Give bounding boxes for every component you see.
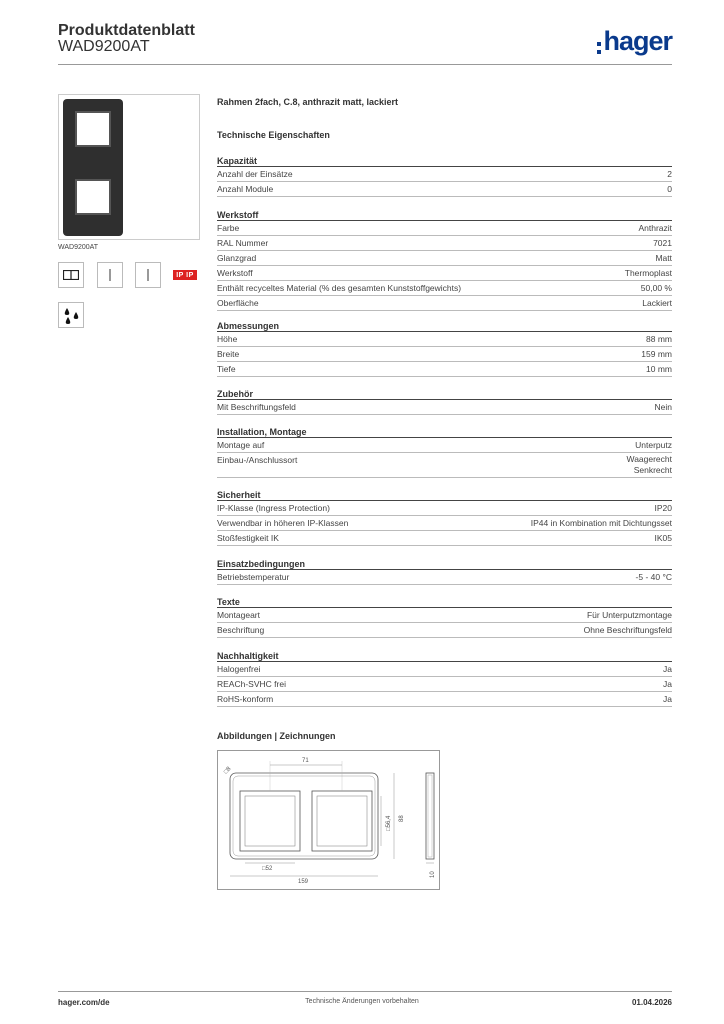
- section-title: Abmessungen: [217, 321, 672, 332]
- table-row: Betriebstemperatur -5 - 40 °C: [217, 570, 672, 585]
- section-title: Texte: [217, 597, 672, 608]
- section-installation: [217, 427, 672, 478]
- section-title: Kapazität: [217, 156, 672, 167]
- product-name: Rahmen 2fach, C.8, anthrazit matt, lackiert: [217, 97, 399, 107]
- section-safety: [217, 490, 672, 546]
- product-image-label: WAD9200AT: [58, 244, 99, 251]
- brand-logo: hager: [597, 26, 672, 57]
- section-title: Zubehör: [217, 389, 672, 400]
- section-title: Einsatzbedingungen: [217, 559, 672, 570]
- table-row: Beschriftung Ohne Beschriftungsfeld: [217, 623, 672, 638]
- section-operating-conditions: [217, 559, 672, 585]
- table-row: Stoßfestigkeit IK IK05: [217, 531, 672, 546]
- table-row: Farbe Anthrazit: [217, 221, 672, 236]
- section-title: Sicherheit: [217, 490, 672, 501]
- table-row: Anzahl Module 0: [217, 182, 672, 197]
- footer-divider: [58, 991, 672, 992]
- table-row: Tiefe 10 mm: [217, 362, 672, 377]
- table-row: Einbau-/Anschlussort Waagerecht Senkrecht: [217, 453, 672, 478]
- section-material: [217, 210, 672, 311]
- table-row: Montage auf Unterputz: [217, 438, 672, 453]
- footer-website-link[interactable]: hager.com/de: [58, 998, 110, 1007]
- article-number: WAD9200AT: [58, 38, 150, 55]
- product-image: [58, 94, 200, 240]
- footer-disclaimer: Technische Änderungen vorbehalten: [305, 998, 419, 1005]
- table-row: Anzahl der Einsätze 2: [217, 167, 672, 182]
- dim-71: 71: [302, 758, 309, 764]
- drawings-title: Abbildungen | Zeichnungen: [217, 731, 336, 741]
- table-row: Enthält recyceltes Material (% des gesamten Kunststoffgewichts) 50,00 %: [217, 281, 672, 296]
- section-title: Werkstoff: [217, 210, 672, 221]
- section-accessories: [217, 389, 672, 415]
- dim-159: 159: [298, 879, 309, 885]
- table-row: IP-Klasse (Ingress Protection) IP20: [217, 501, 672, 516]
- table-row: RAL Nummer 7021: [217, 236, 672, 251]
- horizontal-mount-icon: [135, 262, 161, 288]
- ip-rating-icon: IP IP: [173, 270, 197, 280]
- table-row: Höhe 88 mm: [217, 332, 672, 347]
- section-dimensions: [217, 321, 672, 377]
- table-row: Montageart Für Unterputzmontage: [217, 608, 672, 623]
- table-row: Oberfläche Lackiert: [217, 296, 672, 311]
- section-sustainability: [217, 651, 672, 707]
- table-row: Breite 159 mm: [217, 347, 672, 362]
- water-drops-icon: [58, 302, 84, 328]
- section-capacity: [217, 156, 672, 197]
- table-row: RoHS-konform Ja: [217, 692, 672, 707]
- dim-corner: □8: [223, 766, 233, 776]
- table-row: Verwendbar in höheren IP-Klassen IP44 in Kombination mit Dichtungsset: [217, 516, 672, 531]
- dim-88: 88: [399, 815, 405, 822]
- section-texts: [217, 597, 672, 638]
- header-divider: [58, 64, 672, 65]
- dim-10: 10: [430, 871, 436, 878]
- table-row: Werkstoff Thermoplast: [217, 266, 672, 281]
- vertical-mount-icon: [97, 262, 123, 288]
- section-title: Installation, Montage: [217, 427, 672, 438]
- page-title: Produktdatenblatt: [58, 22, 195, 39]
- dim-56: □56,4: [386, 815, 392, 831]
- technical-drawing: [217, 750, 440, 890]
- dim-52: □52: [262, 866, 273, 872]
- table-row: Glanzgrad Matt: [217, 251, 672, 266]
- table-row: Halogenfrei Ja: [217, 662, 672, 677]
- tech-section-title: Technische Eigenschaften: [217, 130, 330, 140]
- footer-date: 01.04.2026: [631, 998, 672, 1007]
- table-row: Mit Beschriftungsfeld Nein: [217, 400, 672, 415]
- double-frame-icon: [58, 262, 84, 288]
- table-row: REACh-SVHC frei Ja: [217, 677, 672, 692]
- section-title: Nachhaltigkeit: [217, 651, 672, 662]
